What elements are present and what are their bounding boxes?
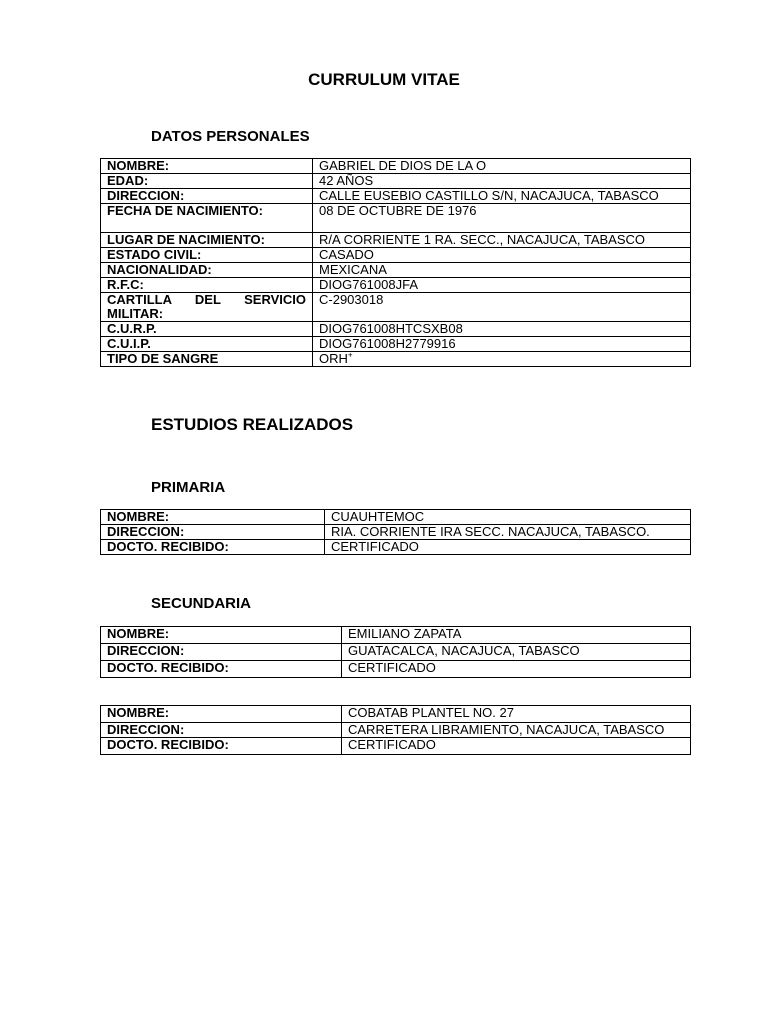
bachillerato-table — [100, 705, 691, 755]
table-row — [101, 510, 691, 525]
row-value: CALLE EUSEBIO CASTILLO S/N, NACAJUCA, TABASCO — [313, 189, 691, 204]
row-label: FECHA DE NACIMIENTO: — [101, 204, 313, 233]
row-label: DIRECCION: — [101, 189, 313, 204]
table-row — [101, 723, 691, 738]
table-row — [101, 706, 691, 723]
row-label: LUGAR DE NACIMIENTO: — [101, 233, 313, 248]
table-row — [101, 627, 691, 644]
personal-data-table — [100, 158, 691, 367]
row-label: NOMBRE: — [101, 510, 325, 525]
table-row — [101, 540, 691, 555]
row-value: R/A CORRIENTE 1 RA. SECC., NACAJUCA, TABASCO — [313, 233, 691, 248]
row-value: CARRETERA LIBRAMIENTO, NACAJUCA, TABASCO — [342, 723, 691, 738]
row-value: EMILIANO ZAPATA — [342, 627, 691, 644]
row-value: DIOG761008HTCSXB08 — [313, 322, 691, 337]
row-label: EDAD: — [101, 174, 313, 189]
row-label: TIPO DE SANGRE — [101, 352, 313, 367]
section-heading-primaria: PRIMARIA — [151, 479, 226, 496]
row-value: DIOG761008H2779916 — [313, 337, 691, 352]
row-value: 08 DE OCTUBRE DE 1976 — [313, 204, 691, 233]
table-row — [101, 738, 691, 755]
table-row — [101, 248, 691, 263]
table-row — [101, 189, 691, 204]
row-label: CARTILLA DEL SERVICIO MILITAR: — [101, 293, 313, 322]
row-label: R.F.C: — [101, 278, 313, 293]
row-label: DIRECCION: — [101, 644, 342, 661]
table-row — [101, 278, 691, 293]
row-value — [313, 352, 691, 367]
table-row — [101, 159, 691, 174]
row-label: NOMBRE: — [101, 159, 313, 174]
row-value: 42 AÑOS — [313, 174, 691, 189]
row-value: CERTIFICADO — [342, 738, 691, 755]
blood-type-value: ORH — [319, 351, 348, 366]
secundaria-table — [100, 626, 691, 678]
row-value: RIA. CORRIENTE IRA SECC. NACAJUCA, TABASCO. — [325, 525, 691, 540]
row-label: NACIONALIDAD: — [101, 263, 313, 278]
row-value: COBATAB PLANTEL NO. 27 — [342, 706, 691, 723]
table-row — [101, 233, 691, 248]
table-row — [101, 644, 691, 661]
row-label: ESTADO CIVIL: — [101, 248, 313, 263]
row-label: NOMBRE: — [101, 706, 342, 723]
section-heading-datos-personales: DATOS PERSONALES — [151, 128, 310, 145]
table-row — [101, 322, 691, 337]
row-label: DIRECCION: — [101, 723, 342, 738]
row-value: DIOG761008JFA — [313, 278, 691, 293]
row-label: NOMBRE: — [101, 627, 342, 644]
row-value: CASADO — [313, 248, 691, 263]
row-value: CERTIFICADO — [342, 661, 691, 678]
row-value: GUATACALCA, NACAJUCA, TABASCO — [342, 644, 691, 661]
row-label: DOCTO. RECIBIDO: — [101, 540, 325, 555]
table-row — [101, 293, 691, 322]
row-label: C.U.R.P. — [101, 322, 313, 337]
table-row — [101, 263, 691, 278]
table-row — [101, 661, 691, 678]
table-row — [101, 174, 691, 189]
row-value: CUAUHTEMOC — [325, 510, 691, 525]
row-label: C.U.I.P. — [101, 337, 313, 352]
row-value: MEXICANA — [313, 263, 691, 278]
blood-type-rh-sign: + — [347, 350, 353, 360]
row-value: C-2903018 — [313, 293, 691, 322]
table-row — [101, 337, 691, 352]
row-label: DOCTO. RECIBIDO: — [101, 738, 342, 755]
primaria-table — [100, 509, 691, 555]
row-label: DIRECCION: — [101, 525, 325, 540]
row-label: DOCTO. RECIBIDO: — [101, 661, 342, 678]
document-title: CURRULUM VITAE — [308, 70, 460, 89]
table-row — [101, 352, 691, 367]
row-value: CERTIFICADO — [325, 540, 691, 555]
table-row — [101, 204, 691, 233]
table-row — [101, 525, 691, 540]
row-value: GABRIEL DE DIOS DE LA O — [313, 159, 691, 174]
section-heading-secundaria: SECUNDARIA — [151, 595, 252, 612]
section-heading-estudios: ESTUDIOS REALIZADOS — [151, 415, 354, 434]
